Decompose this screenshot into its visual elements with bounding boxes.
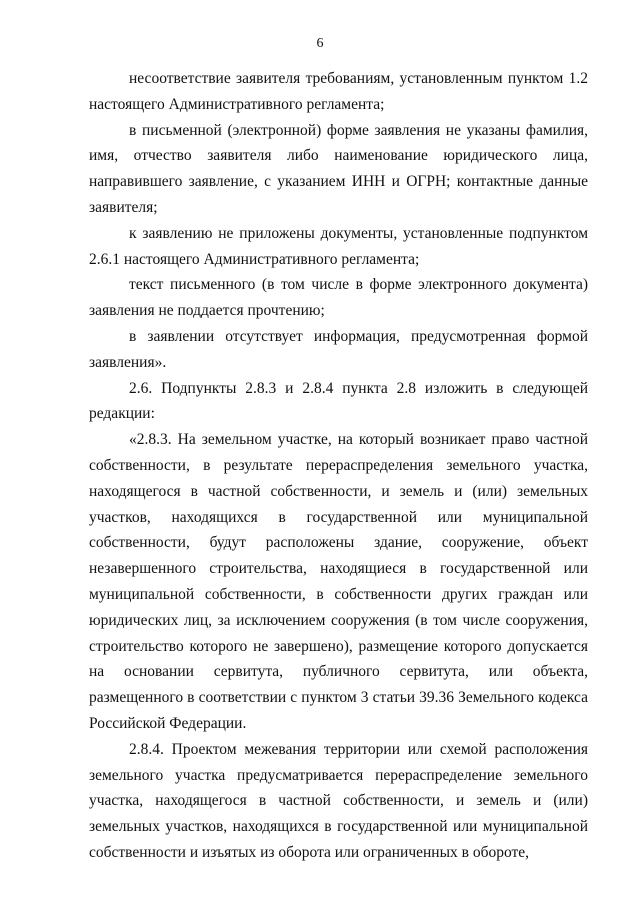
paragraph: в заявлении отсутствует информация, предусмотренная формой заявления». [89,327,588,371]
page-number: 6 [316,36,324,51]
paragraph: несоответствие заявителя требованиям, установленным пунктом 1.2 настоящего Административного регламента; [89,70,588,113]
paragraph: в письменной (электронной) форме заявления не указаны фамилия, имя, отчество заявителя либо наименование юридического лица, направившего заявление, с указанием ИНН и ОГРН; контактные данные заявителя; [89,121,588,216]
paragraph: «2.8.3. На земельном участке, на который возникает право частной собственности, в результате перераспределения земельного участка, находящегося в частной собственности, и земель и (или) земельных участков, находящихся в государственной или муниципальной собственности, будут расположены здание, сооружение, объект незавершенного строительства, находящиеся в государственной или муниципальной собственности, в собственности других граждан или юридических лиц, за исключением сооружения (в том числе сооружения, строительство которого не завершено), размещение которого допускается на основании сервитута, публичного сервитута, или объекта, размещенного в соответствии с пунктом 3 статьи 39.36 Земельного кодекса Российской Федерации. [89,431,588,732]
paragraph: 2.8.4. Проектом межевания территории или схемой расположения земельного участка предусматривается перераспределение земельного участка, находящегося в частной собственности, и земель и (или) земельных участков, находящихся в государственной или муниципальной собственности и изъятых из оборота или ограниченных в обороте, [89,740,588,861]
paragraph: 2.6. Подпункты 2.8.3 и 2.8.4 пункта 2.8 изложить в следующей редакции: [89,379,588,423]
paragraph: к заявлению не приложены документы, установленные подпунктом 2.6.1 настоящего Административного регламента; [89,224,588,268]
document-body [89,66,588,866]
paragraph: текст письменного (в том числе в форме электронного документа) заявления не поддается прочтению; [89,276,588,320]
